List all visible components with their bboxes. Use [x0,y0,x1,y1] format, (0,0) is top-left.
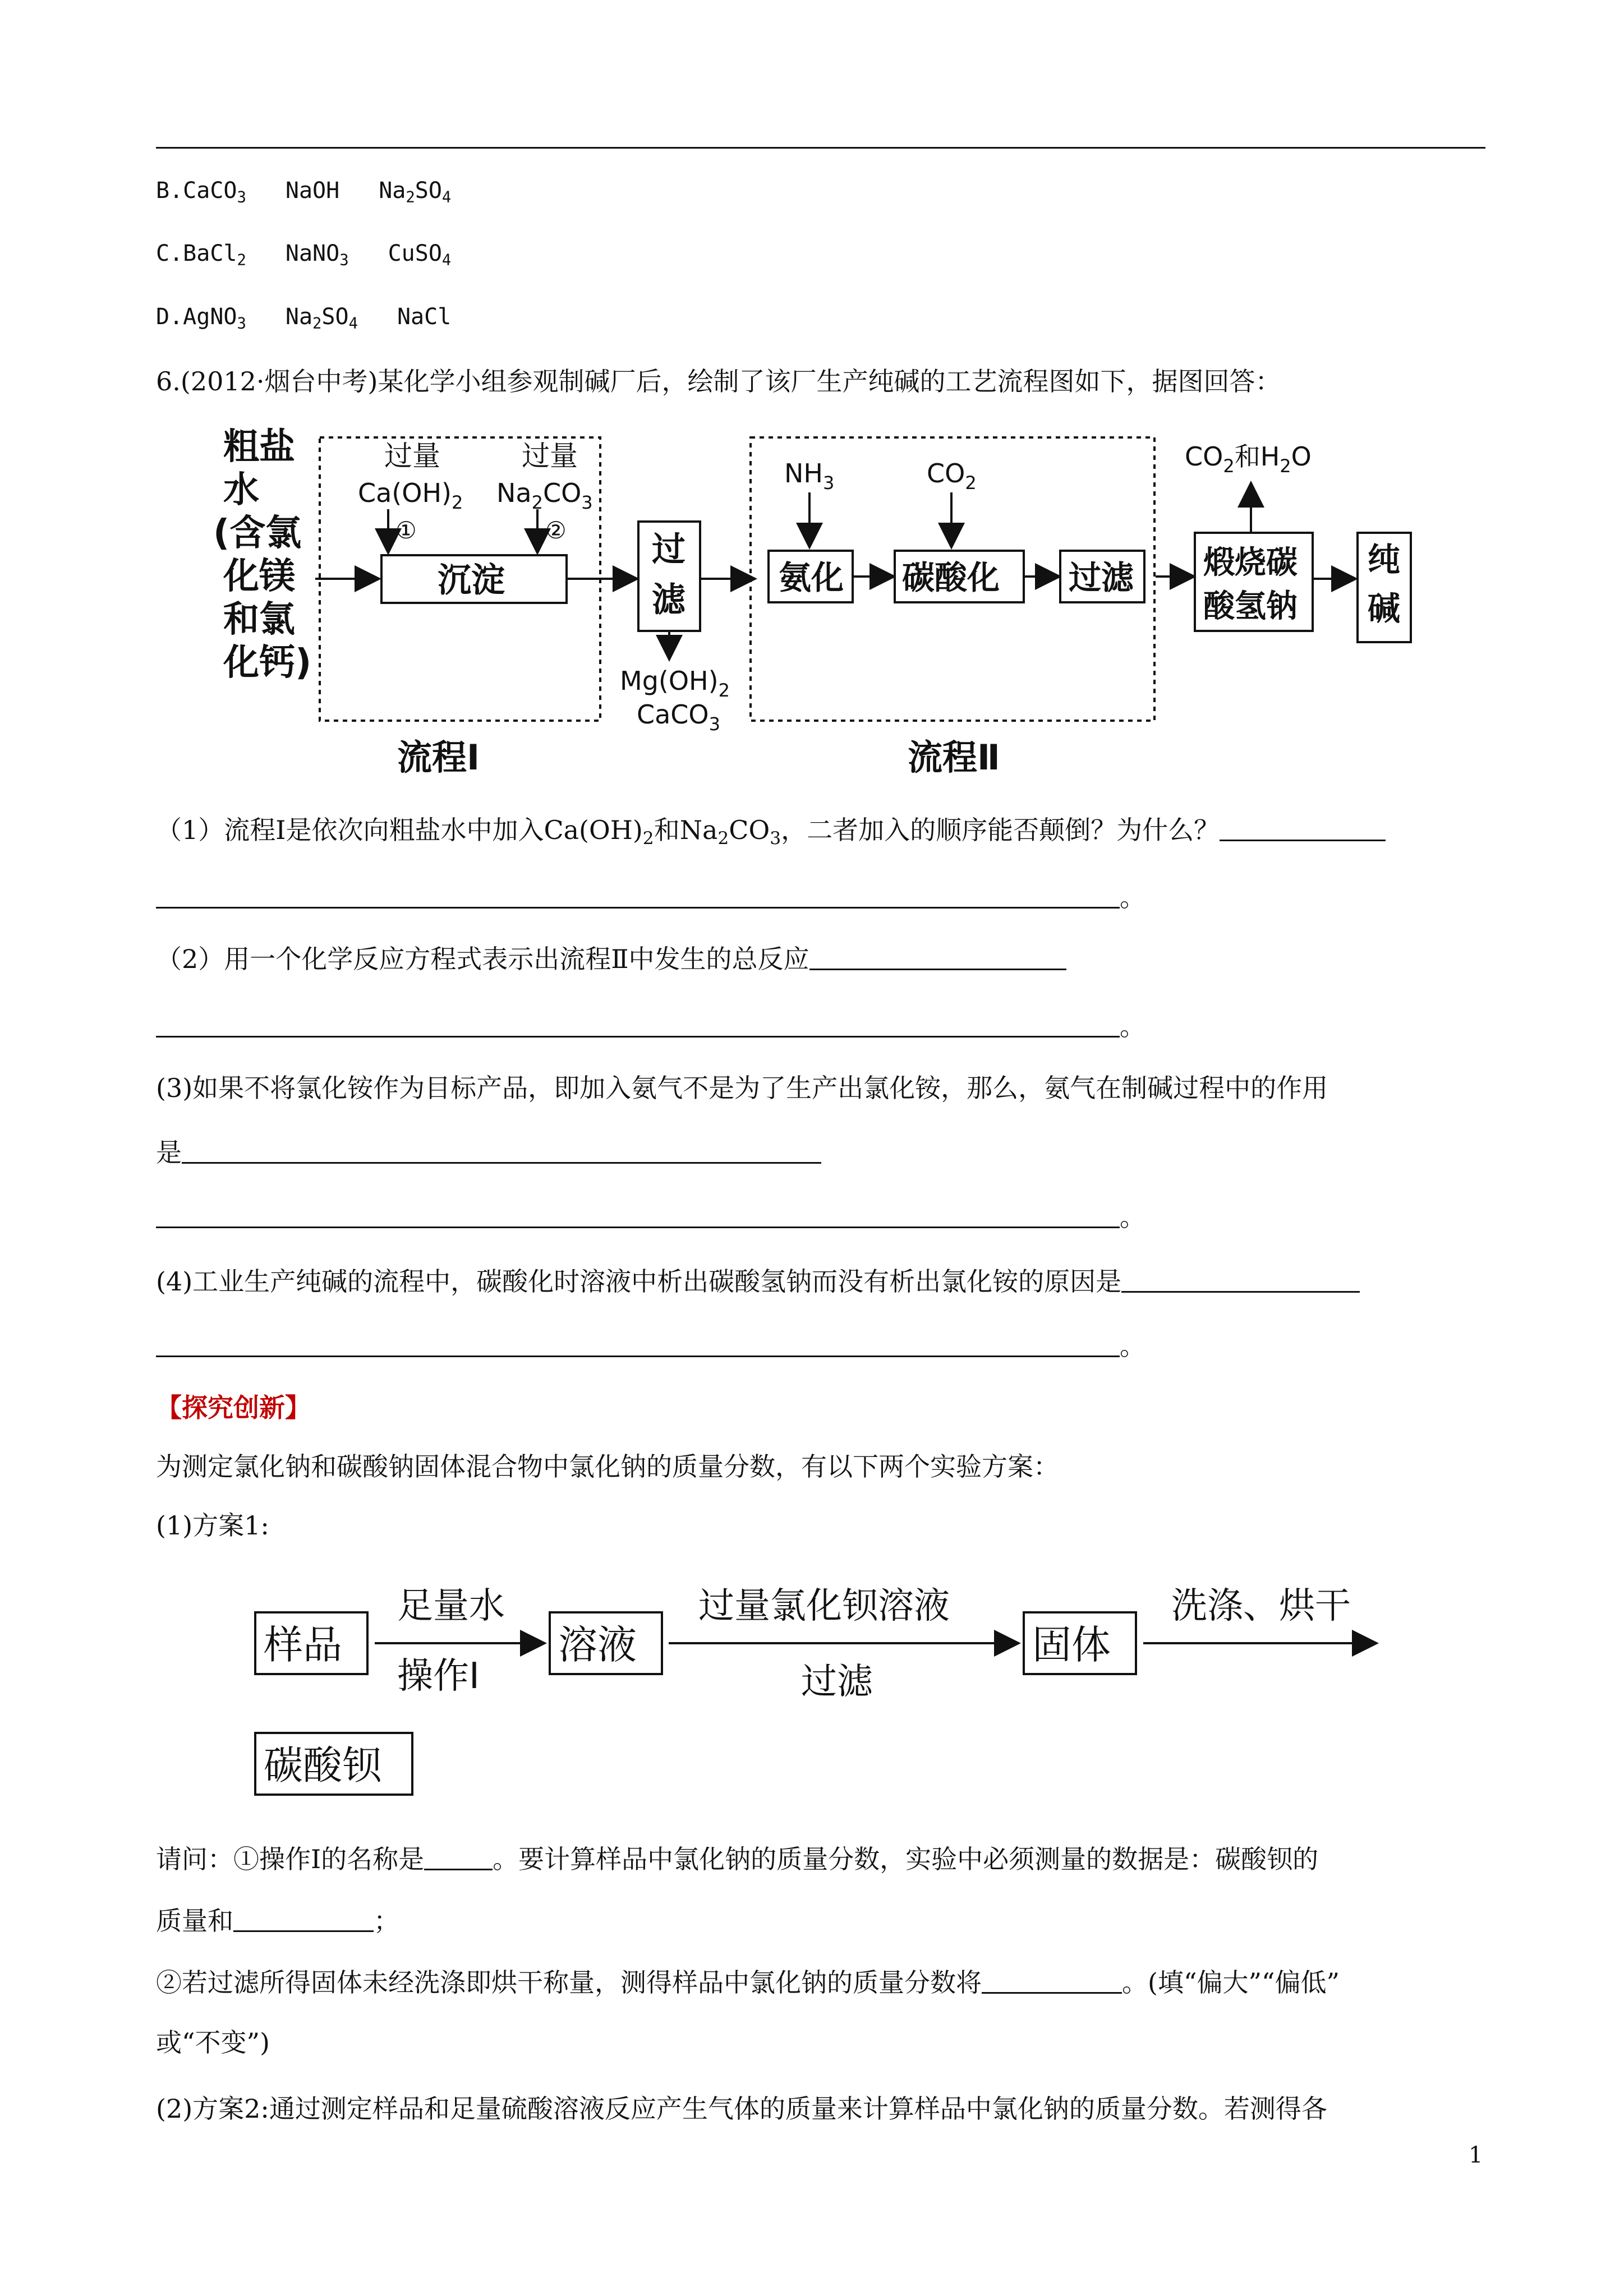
filter-char-2: 滤 [652,580,686,620]
plan-2-text: (2)方案2:通过测定样品和足量硫酸溶液反应产生气体的质量来计算样品中氯化钠的质量分数。若测得各 [156,2094,1327,2124]
filter-char-1: 过 [652,530,686,569]
input-line-5: 和氯 [223,599,295,640]
solid-label: 固体 [1032,1622,1111,1668]
option-d: D.AgNO$_3$ $Na_2SO_4$ NaCl [156,304,452,333]
answer-blank[interactable] [233,1906,374,1932]
q6-sub4-line2: 。 [156,1329,1145,1363]
input-line-3: (含氯 [213,513,302,554]
precipitate-label: 沉淀 [438,561,505,600]
answer-blank[interactable] [424,1844,493,1870]
soda-char-2: 碱 [1368,589,1401,628]
water-label: 足量水 [397,1585,505,1627]
excess-label-2: 过量 [522,440,578,472]
q6-sub2: （2）用一个化学反应方程式表示出流程Ⅱ中发生的总反应 [156,942,1066,976]
answer-blank[interactable] [182,1137,821,1164]
process-1-label: 流程Ⅰ [397,737,480,778]
q6-sub4: (4)工业生产纯碱的流程中，碳酸化时溶液中析出碳酸氢钠而没有析出氯化铵的原因是 [156,1265,1360,1298]
explore-heading: 【探究创新】 [156,1393,311,1423]
answer-blank[interactable] [156,1331,1120,1357]
reagent-na2co3: $Na_2CO_3$ [496,478,593,513]
q6-sub3-line2: 是 [156,1136,821,1169]
reagent-caoh2: $Ca(OH)_2$ [358,478,463,513]
answer-blank[interactable] [156,882,1120,909]
reagent-nh3: $NH_3$ [784,458,835,494]
answer-blank[interactable] [809,944,1066,970]
input-line-1: 粗盐 [223,426,295,468]
filter-label-2: 过滤 [1069,559,1134,597]
q6-sub1-line2: 。 [156,880,1145,914]
plan1-q1-line2: 质量和 ； [156,1906,399,1936]
header-rule [156,147,1485,149]
sample-label: 样品 [264,1622,342,1668]
solution-label: 溶液 [558,1622,637,1668]
plan1-q1: 请问：①操作Ⅰ的名称是 。要计算样品中氯化钠的质量分数，实验中必须测量的数据是：碳酸钡的 [156,1844,1319,1874]
page-number: 1 [1469,2142,1483,2168]
plan1-q2-line2: 或“不变”) [156,2027,270,2058]
q6-sub3: (3)如果不将氯化铵作为目标产品，即加入氨气不是为了生产出氯化铵，那么，氨气在制碱过程中的作用 [156,1073,1328,1103]
option-b: B.CaCO$_3$ NaOH $Na_2SO_4$ [156,178,452,206]
op1-label: 操作Ⅰ [397,1656,480,1697]
answer-blank[interactable] [156,1202,1120,1228]
soda-char-1: 纯 [1368,541,1401,579]
step-circle-2: ② [545,517,567,544]
answer-blank[interactable] [982,1967,1122,1994]
answer-blank[interactable] [156,1011,1120,1038]
filter-label: 过滤 [801,1661,873,1703]
plan1-q2: ②若过滤所得固体未经洗涤即烘干称量，测得样品中氯化钠的质量分数将 。(填“偏大”“偏低” [156,1967,1340,1998]
calcine-line-1: 煅烧碳 [1203,545,1298,581]
option-c: C.BaCl$_2$ NaNO$_3$ CuSO$_4$ [156,241,452,269]
excess-label-1: 过量 [384,440,440,472]
question-6-stem: 6.(2012·烟台中考)某化学小组参观制碱厂后，绘制了该厂生产纯碱的工艺流程图如下，据图回答： [156,366,1281,397]
q6-sub2-line2: 。 [156,1009,1145,1043]
q6-sub3-line3: 。 [156,1200,1145,1234]
calcine-line-2: 酸氢钠 [1203,588,1298,625]
residue-mgoh2: $Mg(OH)_2$ [620,666,730,701]
wash-label: 洗涤、烘干 [1171,1585,1351,1627]
q6-sub1: （1）流程Ⅰ是依次向粗盐水中加入$Ca(OH)_2$和$Na_2CO_3$，二者加入的顺序能否颠倒？为什么？ [156,813,1386,855]
bacl2-label: 过量氯化钡溶液 [698,1585,950,1627]
baco3-label: 碳酸钡 [264,1742,381,1788]
soda-process-flowchart [213,426,1414,796]
step-circle-1: ① [395,517,417,544]
plan-1-flowchart [247,1582,1402,1806]
answer-blank[interactable] [1220,815,1386,841]
process-2-label: 流程Ⅱ [908,737,1000,778]
ammoniate-label: 氨化 [779,559,844,597]
gas-co2-h2o: $CO_2$和$H_2O$ [1185,441,1312,477]
explore-intro: 为测定氯化钠和碳酸钠固体混合物中氯化钠的质量分数，有以下两个实验方案： [156,1451,1059,1482]
input-line-4: 化镁 [223,556,295,597]
input-line-2: 水 [223,469,259,511]
input-line-6: 化钙) [223,642,312,684]
answer-blank[interactable] [1121,1266,1360,1293]
reagent-co2: $CO_2$ [927,458,977,494]
residue-caco3: CaCO$_3$ [637,699,720,735]
plan-1-label: (1)方案1: [156,1510,269,1541]
carbonate-label: 碳酸化 [902,559,1000,597]
